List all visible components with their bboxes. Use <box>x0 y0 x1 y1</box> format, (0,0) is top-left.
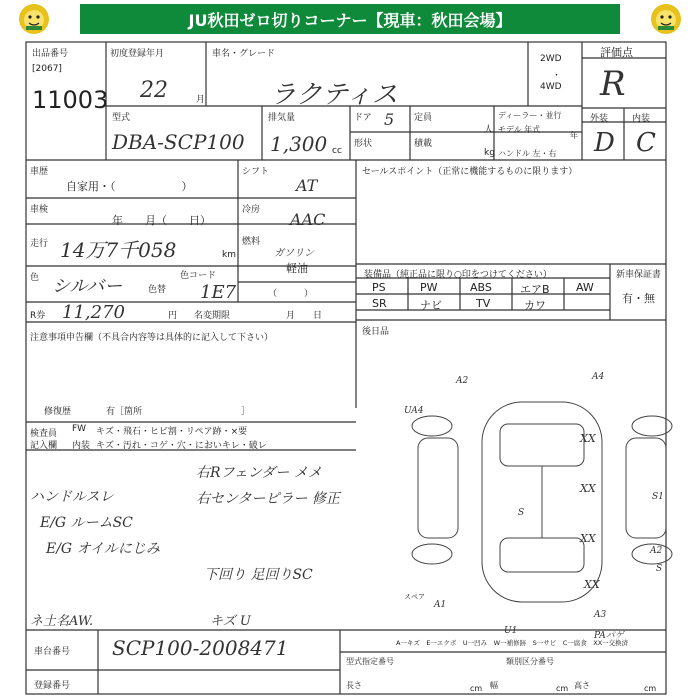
lion-face-icon <box>646 2 686 36</box>
damage-mark: XX <box>584 578 600 591</box>
lion-face-icon <box>14 2 54 36</box>
equip-airbag: エアB <box>520 283 550 296</box>
chassis-value: SCP100-2008471 <box>112 636 289 660</box>
equip-navi: ナビ <box>420 299 442 312</box>
disp-value: 1,300 <box>270 132 328 156</box>
damage-mark: UA4 <box>404 406 424 416</box>
comment-line: ネ土名AW. <box>30 614 94 629</box>
damage-mark: U1 <box>504 626 518 636</box>
equip-label: 装備品（純正品に限り○印をつけてください） <box>364 270 552 280</box>
equip-pw: PW <box>420 281 438 294</box>
equip-abs: ABS <box>470 281 492 294</box>
damage-mark: A3 <box>594 610 607 620</box>
repair-label: 修復歴 <box>44 407 72 417</box>
notes-label: 注意事項申告欄（不具合内容等は具体的に記入して下さい） <box>30 333 274 343</box>
load-label: 積載 <box>414 139 433 149</box>
lot-number: 11003 <box>32 86 109 114</box>
comment-line: E/G オイルにじみ <box>46 541 160 557</box>
damage-mark: XX <box>580 482 596 495</box>
history-value: 自家用・（ ） <box>66 180 193 193</box>
color-value: シルバー <box>52 276 123 297</box>
fuel-alt: 軽油 <box>286 262 308 275</box>
color-label: 色 <box>30 273 40 283</box>
comment-line: 右センターピラー 修正 <box>196 491 340 507</box>
drive-dot: ・ <box>552 71 562 81</box>
height-label: 高さ <box>574 681 590 690</box>
transfer-value: 月 日 <box>286 311 323 321</box>
color-change-label: 色替 <box>148 285 167 295</box>
sales-label: セールスポイント（正常に機能するものに限ります） <box>362 167 578 177</box>
comment-line: E/G ルームSC <box>40 515 133 531</box>
disp-label: 排気量 <box>268 113 296 123</box>
grade-value: R <box>600 64 626 104</box>
int-grade: C <box>636 128 656 158</box>
page-header <box>0 0 700 38</box>
check-label-1: 検査員 <box>30 429 58 439</box>
equip-ps: PS <box>372 281 386 294</box>
header-title: JU秋田ゼロ切りコーナー【現車：秋田会場】 <box>80 4 620 34</box>
fuel-paren: （ ） <box>268 289 314 299</box>
inspect-value: 年 月（ 日） <box>112 214 211 227</box>
check-inner: 内装 <box>72 441 91 451</box>
transfer-label: 名変期限 <box>194 311 231 321</box>
ext-label: 外装 <box>590 114 609 124</box>
warranty-label: 新車保証書 <box>616 270 662 280</box>
ext-grade: D <box>594 128 615 158</box>
damage-mark: A2 <box>650 546 663 556</box>
class-no-label: 類別区分番号 <box>506 657 554 666</box>
damage-mark: S1 <box>652 492 664 502</box>
car-name: ラクティス <box>270 80 398 110</box>
dealer-label: ディーラー・並行 <box>498 111 562 120</box>
chassis-label: 車台番号 <box>34 647 71 657</box>
doors-value: 5 <box>384 110 395 129</box>
handle-label: ハンドル 左・右 <box>498 149 557 158</box>
rear-seat-label: 後日品 <box>362 327 390 337</box>
car-diagram <box>412 402 672 602</box>
equip-leather: カワ <box>524 299 546 312</box>
length-label: 長さ <box>346 681 362 690</box>
r-ticket-label: R券 <box>30 311 46 321</box>
fuel-label: 燃料 <box>242 237 261 247</box>
color-code: 1E7 <box>200 282 237 303</box>
repair-value: 有［箇所 ］ <box>106 407 251 417</box>
height-unit: cm <box>644 684 657 693</box>
mileage-unit: km <box>222 250 236 260</box>
ac-value: AAC <box>290 210 326 229</box>
damage-legend: A一キズ E一エクボ U一凹み W一補修跡 S一サビ C一腐食 XX一交換済 <box>396 639 629 647</box>
mileage-label: 走行 <box>30 239 49 249</box>
width-unit: cm <box>556 684 569 693</box>
check-fw: FW <box>72 424 87 434</box>
first-reg-year: 22 <box>140 78 168 103</box>
equip-sr: SR <box>372 297 387 310</box>
spare-label: スペア <box>404 593 425 601</box>
width-label: 幅 <box>490 681 498 690</box>
color-code-label: 色コード <box>180 271 217 281</box>
grade-label: 評価点 <box>600 46 633 59</box>
type-no-label: 型式指定番号 <box>346 657 394 666</box>
model-label: 型式 <box>112 113 131 123</box>
model-value: DBA-SCP100 <box>112 130 245 154</box>
cap-label: 定員 <box>414 113 433 123</box>
inspect-label: 車検 <box>30 205 49 215</box>
damage-mark: S <box>656 564 663 574</box>
damage-mark: XX <box>580 432 596 445</box>
shift-value: AT <box>296 176 318 195</box>
disp-unit: cc <box>332 146 342 156</box>
lot-label: 出品番号 <box>32 49 69 59</box>
check-interior-row: キズ・汚れ・コゲ・穴・においキレ・破レ <box>96 441 267 451</box>
comment-line: 下回り 足回りSC <box>204 567 313 583</box>
damage-mark: A2 <box>456 376 469 386</box>
drive-2wd: 2WD <box>540 54 562 64</box>
car-name-label: 車名・グレード <box>212 49 276 59</box>
first-reg-unit: 月 <box>196 95 206 105</box>
lot-code: [2067] <box>32 64 62 74</box>
history-label: 車歴 <box>30 167 49 177</box>
warranty-value: 有・無 <box>622 292 655 305</box>
cap-unit: 人 <box>484 125 494 135</box>
damage-mark: XX <box>580 532 596 545</box>
damage-mark: A1 <box>434 600 447 610</box>
auction-sheet <box>0 38 700 700</box>
shift-label: シフト <box>242 167 270 177</box>
length-unit: cm <box>470 684 483 693</box>
model-year-label: モデル 年式 <box>498 125 541 134</box>
check-label-2: 記入欄 <box>30 441 58 451</box>
int-label: 内装 <box>632 114 651 124</box>
check-exterior-row: キズ・飛石・ヒビ割・リペア跡・×要 <box>96 427 248 437</box>
comment-line: ハンドルスレ <box>30 489 114 505</box>
damage-mark: A4 <box>592 372 605 382</box>
damage-mark: S <box>518 508 525 518</box>
comment-line: 右Rフェンダー メメ <box>196 465 322 481</box>
ac-label: 冷房 <box>242 205 261 215</box>
equip-tv: TV <box>476 297 491 310</box>
reg-no-label: 登録番号 <box>34 681 71 691</box>
shape-label: 形状 <box>354 139 373 149</box>
drive-4wd: 4WD <box>540 82 562 92</box>
fuel-value: ガソリン <box>274 248 314 259</box>
comment-line: キズ U <box>210 614 251 629</box>
load-unit: kg <box>484 148 495 158</box>
r-ticket-unit: 円 <box>168 311 178 321</box>
equip-aw: AW <box>576 281 594 294</box>
year-unit: 年 <box>570 131 578 140</box>
doors-label: ドア <box>354 113 372 123</box>
r-ticket-value: 11,270 <box>62 302 125 323</box>
damage-mark: PAパゲ <box>594 631 624 641</box>
first-reg-label: 初度登録年月 <box>110 49 165 59</box>
mileage-value: 14万7千058 <box>60 238 177 262</box>
